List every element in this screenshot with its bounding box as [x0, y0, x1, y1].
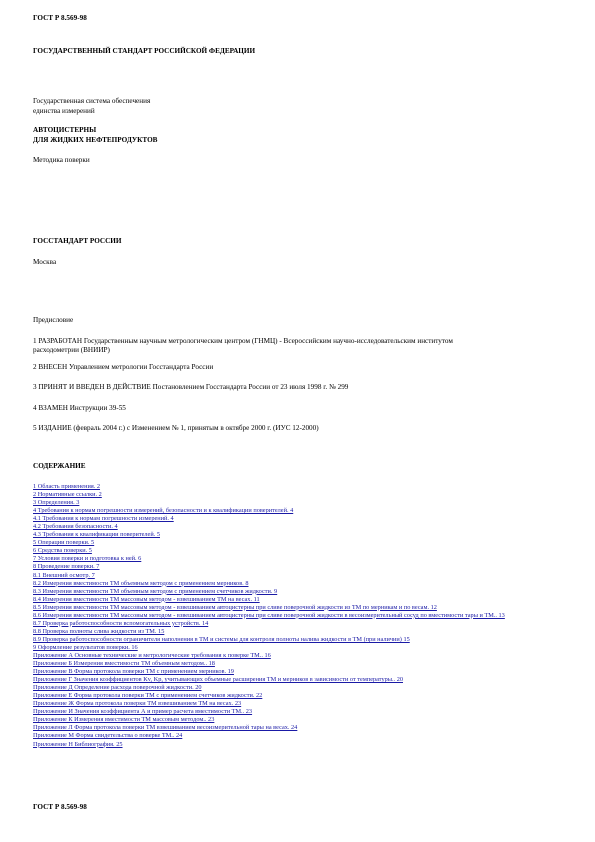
preface-item-4: 4 ВЗАМЕН Инструкции 39-55: [33, 404, 126, 412]
toc-link[interactable]: 4.3 Требования к квалификации поверителей. 5: [33, 531, 160, 539]
toc-link[interactable]: 6 Средства поверки. 5: [33, 547, 92, 555]
header-code: ГОСТ Р 8.569-98: [33, 14, 87, 22]
toc-link[interactable]: Приложение Л Форма протокола поверки ТМ взвешиванием весоизмерительной тары на весах. 24: [33, 724, 298, 732]
toc-link[interactable]: 8.2 Измерения вместимости ТМ объемным методом с применением мерников. 8: [33, 579, 249, 587]
preface-item-1-line-1: 1 РАЗРАБОТАН Государственным научным метрологическим центром (ГНМЦ) - Всероссийским научно-исследовательским институтом: [33, 337, 453, 345]
preface-item-5: 5 ИЗДАНИЕ (февраль 2004 г.) с Изменением № 1, принятым в октябре 2000 г. (ИУС 12-2000): [33, 424, 319, 432]
toc-link[interactable]: 8.3 Измерения вместимости ТМ объемным методом с применением счетчиков жидкости. 9: [33, 587, 278, 595]
toc-link[interactable]: 8.5 Измерения вместимости ТМ массовым методом - взвешиванием автоцистерны при сливе поверочной жидкости из ТМ по мерникам и по весам. 12: [33, 603, 437, 611]
toc-link[interactable]: 8 Проведение поверки. 7: [33, 563, 100, 571]
toc-link[interactable]: Приложение Г Значения коэффициентов Kv, Kp, учитывающих объемные расширения ТМ и мерников в зависимости от температуры.. 20: [33, 676, 403, 684]
toc-link[interactable]: Приложение Н Библиография. 25: [33, 740, 123, 748]
toc-link[interactable]: 8.7 Проверка работоспособности вспомогательных устройств. 14: [33, 619, 209, 627]
preface-item-2: 2 ВНЕСЕН Управлением метрологии Госстандарта России: [33, 363, 214, 371]
toc-link[interactable]: Приложение Ж Форма протокола поверки ТМ взвешиванием ТМ на весах. 23: [33, 700, 242, 708]
title-line-2: ДЛЯ ЖИДКИХ НЕФТЕПРОДУКТОВ: [33, 136, 158, 144]
preface-heading: Предисловие: [33, 316, 74, 324]
toc-link[interactable]: Приложение Д Определение расхода поверочной жидкости. 20: [33, 684, 202, 692]
toc-link[interactable]: 1 Область применения. 2: [33, 483, 101, 490]
system-line-1: Государственная система обеспечения: [33, 97, 151, 105]
toc-link[interactable]: Приложение Е Форма протокола поверки ТМ с применением счетчиков жидкости. 22: [33, 692, 263, 700]
toc-link[interactable]: 4 Требования к нормам погрешности измерений, безопасности и к квалификации поверителей. 4: [33, 507, 294, 515]
toc-link[interactable]: 8.1 Внешний осмотр. 7: [33, 571, 95, 579]
toc-link[interactable]: 8.6 Измерения вместимости ТМ массовым методом - взвешиванием автоцистерны при сливе поверочной жидкости в весоизмерительный сосуд по вместимости тары и ТМ.. 13: [33, 611, 505, 619]
toc-link[interactable]: 3 Определения. 3: [33, 499, 80, 507]
toc-link[interactable]: Приложение К Измерения вместимости ТМ массовым методом.. 23: [33, 716, 215, 724]
city: Москва: [33, 258, 57, 266]
toc-link[interactable]: Приложение В Форма протокола поверки ТМ с применением мерников. 19: [33, 668, 234, 676]
toc-link[interactable]: Приложение А Основные технические и метрологические требования к поверке ТМ.. 16: [33, 651, 271, 659]
system-line-2: единства измерений: [33, 107, 95, 115]
toc-link[interactable]: Приложение И Значения коэффициента А и пример расчета вместимости ТМ.. 23: [33, 708, 253, 716]
publisher: ГОССТАНДАРТ РОССИИ: [33, 237, 122, 245]
toc-link[interactable]: 9 Оформление результатов поверки. 16: [33, 643, 138, 651]
toc-link[interactable]: 4.1 Требования к нормам погрешности измерений. 4: [33, 515, 174, 523]
title-line-1: АВТОЦИСТЕРНЫ: [33, 126, 97, 134]
subtitle: Методика поверки: [33, 156, 90, 164]
toc-link[interactable]: Приложение М Форма свидетельства о поверке ТМ.. 24: [33, 732, 183, 740]
toc-link[interactable]: 5 Операции поверки. 5: [33, 539, 95, 547]
toc-link[interactable]: 8.8 Проверка полноты слива жидкости из ТМ. 15: [33, 627, 165, 635]
toc-link[interactable]: Приложение Б Измерения вместимости ТМ объемным методом.. 18: [33, 660, 215, 668]
toc-link[interactable]: 8.9 Проверка работоспособности ограничителя наполнения в ТМ и системы для контроля полноты налива жидкости в ТМ (при наличии) 15: [33, 635, 410, 643]
preface-item-1-line-2: расходометрии (ВНИИР): [33, 346, 110, 354]
preface-item-3: 3 ПРИНЯТ И ВВЕДЕН В ДЕЙСТВИЕ Постановлением Госстандарта России от 23 июля 1998 г. № 299: [33, 383, 349, 391]
toc-link[interactable]: 4.2 Требования безопасности. 4: [33, 523, 118, 531]
footer-code: ГОСТ Р 8.569-98: [33, 803, 87, 811]
toc-link[interactable]: 8.4 Измерения вместимости ТМ массовым методом - взвешиванием ТМ на весах. 11: [33, 595, 260, 603]
toc-link[interactable]: 7 Условия поверки и подготовка к ней. 6: [33, 555, 142, 563]
toc-link[interactable]: 2 Нормативные ссылки. 2: [33, 491, 102, 499]
state-standard-heading: ГОСУДАРСТВЕННЫЙ СТАНДАРТ РОССИЙСКОЙ ФЕДЕРАЦИИ: [33, 47, 256, 55]
table-of-contents: [33, 483, 568, 749]
contents-heading: СОДЕРЖАНИЕ: [33, 462, 86, 470]
